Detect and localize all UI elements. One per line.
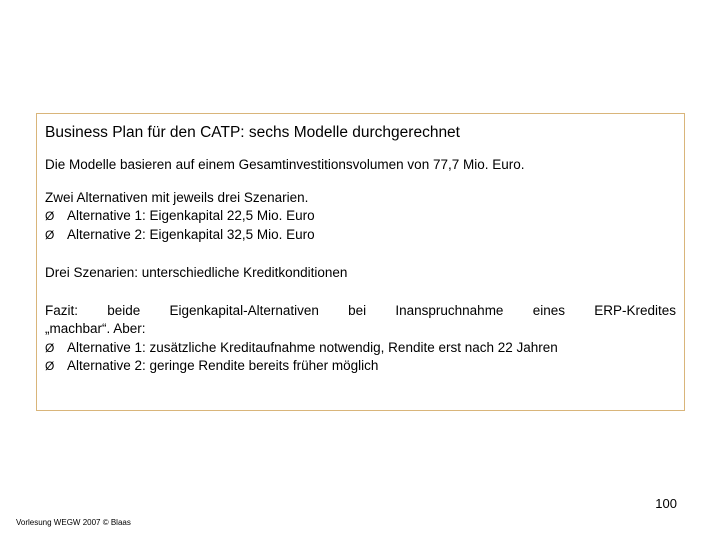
conclusion-item-2-text: Alternative 2: geringe Rendite bereits früher möglich [67, 358, 379, 373]
alternative-1-text: Alternative 1: Eigenkapital 22,5 Mio. Euro [67, 208, 315, 223]
page-number: 100 [655, 496, 677, 511]
arrow-bullet-icon: Ø [45, 359, 55, 373]
list-item [45, 357, 676, 376]
footer-credit: Vorlesung WEGW 2007 © Blaas [16, 518, 131, 527]
alternatives-section [45, 189, 676, 245]
scenarios-text: Drei Szenarien: unterschiedliche Kreditkonditionen [45, 265, 348, 280]
slide-heading: Business Plan für den CATP: sechs Modelle durchgerechnet [45, 124, 460, 141]
intro-text: Die Modelle basieren auf einem Gesamtinvestitionsvolumen von 77,7 Mio. Euro. [45, 157, 525, 172]
arrow-bullet-icon: Ø [45, 340, 55, 355]
list-item [45, 339, 676, 358]
conclusion-line-2: „machbar“. Aber: [45, 321, 146, 336]
arrow-bullet-icon: Ø [45, 209, 55, 223]
conclusion-list [45, 339, 676, 376]
arrow-bullet-icon: Ø [45, 227, 55, 242]
alternative-2-text: Alternative 2: Eigenkapital 32,5 Mio. Euro [67, 226, 315, 242]
conclusion-line-1: Fazit: beide Eigenkapital-Alternativen bei Inanspruchnahme eines ERP-Kredites [45, 302, 676, 318]
list-item [45, 207, 676, 226]
alternatives-lead: Zwei Alternativen mit jeweils drei Szenarien. [45, 189, 309, 205]
content-box [36, 113, 685, 411]
alternatives-list [45, 207, 676, 244]
conclusion-item-1-text: Alternative 1: zusätzliche Kreditaufnahme notwendig, Rendite erst nach 22 Jahren [67, 339, 558, 355]
conclusion-section [45, 302, 676, 376]
list-item [45, 226, 676, 245]
